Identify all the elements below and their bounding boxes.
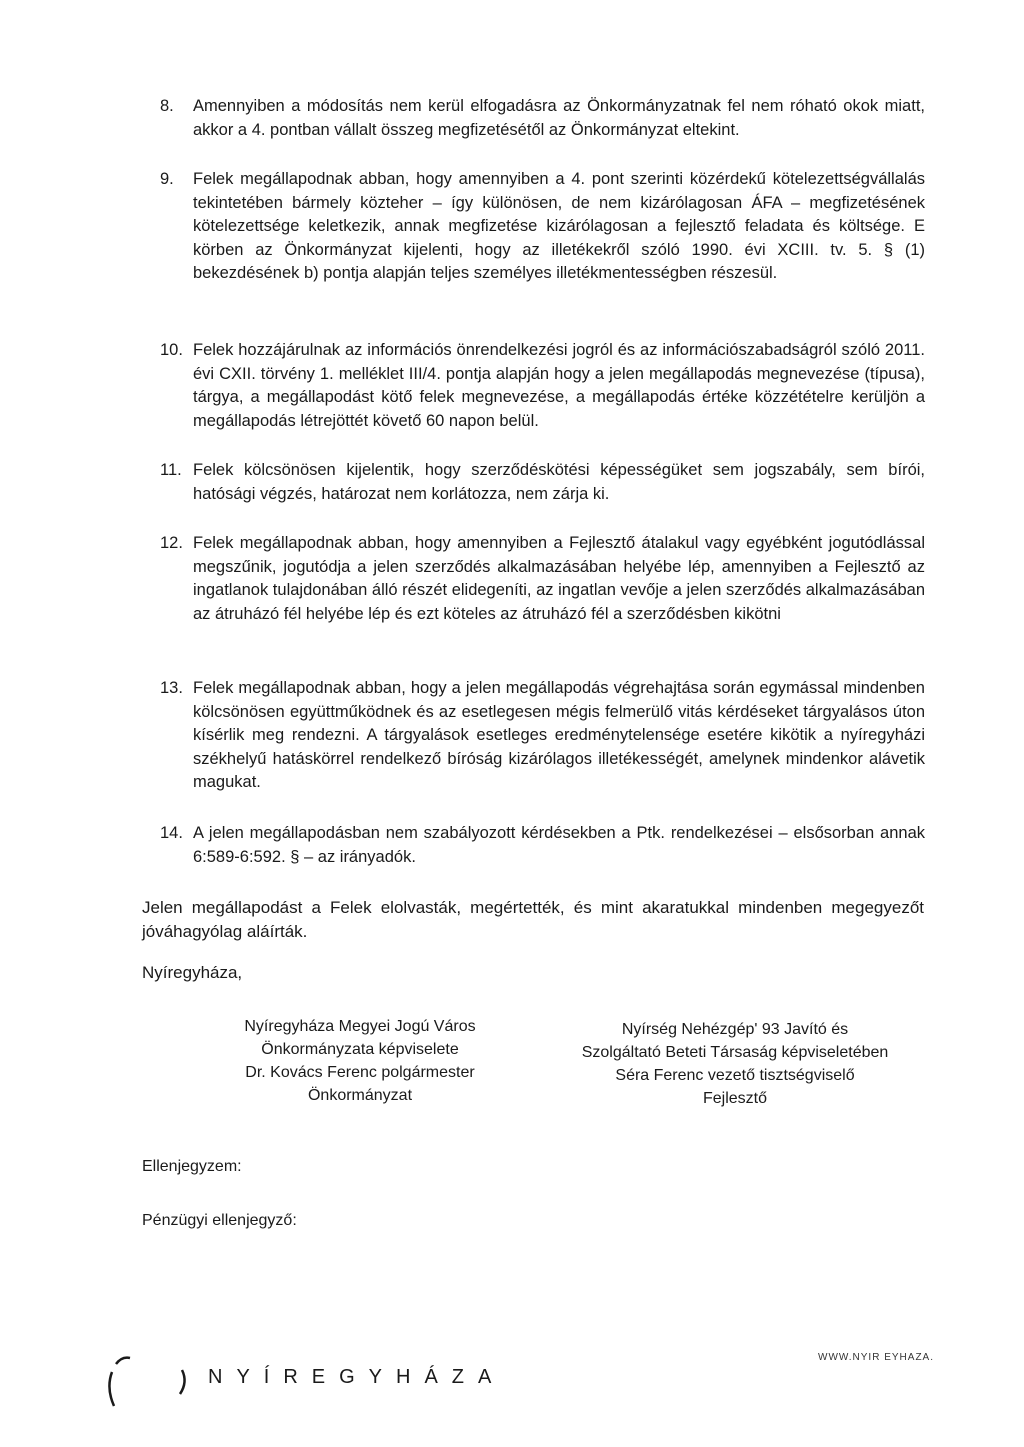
- signatory-line: Szolgáltató Beteti Társaság képviseletében: [581, 1044, 889, 1061]
- clause-number: 10.: [160, 341, 183, 359]
- countersign-financial: Pénzügyi ellenjegyző:: [142, 1212, 297, 1229]
- clause-13: [160, 677, 925, 795]
- clause-10: [160, 339, 925, 433]
- clause-11: [160, 459, 925, 506]
- countersign-legal: Ellenjegyzem:: [142, 1158, 242, 1175]
- clause-number: 8.: [160, 97, 174, 115]
- footer-url: WWW.NYIR EYHAZA.: [818, 1352, 934, 1363]
- clause-number: 9.: [160, 170, 174, 188]
- closing-paragraph: Jelen megállapodást a Felek elolvasták, megértették, és mint akaratukkal mindenben megegyezőt jóváhagyólag aláírták.: [142, 898, 924, 941]
- signatory-line: Önkormányzat: [307, 1087, 413, 1104]
- city-logo-icon: [104, 1352, 204, 1422]
- clause-text: Felek hozzájárulnak az információs önrendelkezési jogról és az információszabadságról szóló 2011. évi CXII. törvény 1. melléklet III/4. pontja alapján hogy a jelen megállapodás megnevezése (típusa), tárgya, a megállapodást kötő felek megnevezése, a megállapodás értéke közzétételre kerüljön a megállapodás létrejöttét követő 60 napon belül.: [193, 341, 925, 430]
- clause-text: Felek megállapodnak abban, hogy amennyiben a 4. pont szerinti közérdekű kötelezettségvállalás tekintetében bármely közteher – így különösen, de nem kizárólagosan ÁFA – megfizetésének kötelezettsége keletkezik, annak megfizetése kizárólagosan a fejlesztő feladata és költsége. E körben az Önkormányzat kijelenti, hogy az illetékekről szóló 1990. évi XCIII. tv. 5. § (1) bekezdésének b) pontja alapján teljes személyes illetékmentességben részesül.: [193, 170, 925, 282]
- clause-text: A jelen megállapodásban nem szabályozott kérdésekben a Ptk. rendelkezései – elsősorban annak 6:589-6:592. § – az irányadók.: [193, 824, 925, 866]
- clause-number: 11.: [160, 461, 182, 479]
- clause-number: 13.: [160, 679, 183, 697]
- signatory-line: Nyíregyháza Megyei Jogú Város: [244, 1018, 476, 1035]
- clause-14: [160, 822, 925, 869]
- signatory-line: Fejlesztő: [702, 1090, 768, 1107]
- clause-text: Felek kölcsönösen kijelentik, hogy szerződéskötési képességüket sem jogszabály, sem bírói, hatósági végzés, határozat nem korlátozza, nem zárja ki.: [193, 461, 925, 503]
- clause-12: [160, 532, 925, 626]
- signatory-right: [545, 1018, 925, 1110]
- signatory-left: [205, 1015, 515, 1107]
- signatory-line: Dr. Kovács Ferenc polgármester: [245, 1064, 475, 1081]
- clause-8: [160, 95, 925, 142]
- clause-text: Amennyiben a módosítás nem kerül elfogadásra az Önkormányzatnak fel nem róható okok miatt, akkor a 4. pontban vállalt összeg megfizetésétől az Önkormányzat eltekint.: [193, 97, 925, 139]
- city-logo-text: NYÍREGYHÁZA: [208, 1366, 506, 1388]
- clause-number: 14.: [160, 824, 183, 842]
- place-line: Nyíregyháza,: [142, 963, 243, 982]
- clause-text: Felek megállapodnak abban, hogy amennyiben a Fejlesztő átalakul vagy egyébként jogutódlással megszűnik, jogutódja a jelen szerződés alkalmazásában helyébe lép, amennyiben a Fejlesztő az ingatlanok tulajdonában álló részét elidegeníti, az ingatlan vevője a jelen szerződés alkalmazásában az átruházó fél helyébe lép és ezt köteles az átruházó fél a szerződésben kikötni: [193, 534, 925, 623]
- clause-number: 12.: [160, 534, 183, 552]
- signatory-line: Nyírség Nehézgép' 93 Javító és: [621, 1021, 849, 1038]
- signatory-line: Önkormányzata képviselete: [261, 1041, 459, 1058]
- clause-9: [160, 168, 925, 286]
- signatory-line: Séra Ferenc vezető tisztségviselő: [615, 1067, 855, 1084]
- clause-text: Felek megállapodnak abban, hogy a jelen megállapodás végrehajtása során egymással mindenben kölcsönösen együttműködnek és az esetlegesen mégis felmerülő vitás kérdéseket tárgyalásos úton kísérlik meg rendezni. A tárgyalások esetleges eredménytelensége esetére kikötik a nyíregyházi székhelyű hatáskörrel rendelkező bíróság kizárólagos illetékességét, amelynek mindenkor alávetik magukat.: [193, 679, 925, 791]
